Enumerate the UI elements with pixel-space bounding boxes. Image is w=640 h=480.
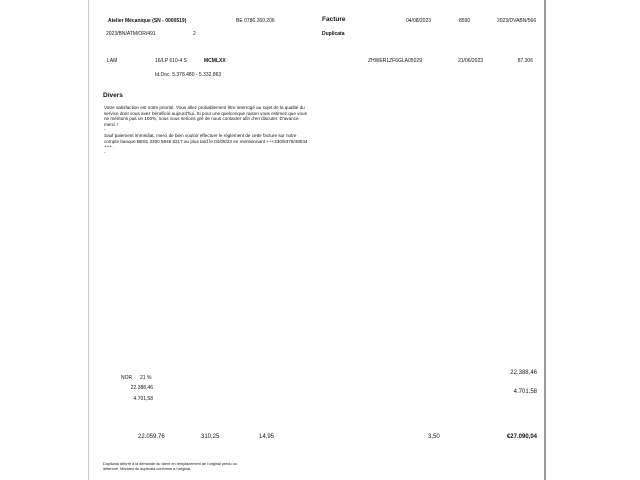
vat-base: 22.388,46 xyxy=(130,385,153,391)
invoice-number: 8590 xyxy=(459,18,471,24)
document-id: Id.Doc. 5.378.480 - 5.332.863 xyxy=(155,72,222,78)
order-count: 2 xyxy=(193,31,196,37)
vat-code: NOR xyxy=(121,375,133,381)
divers-line: Sauf paiement immédiat, merci de bien vouloir effectuer le règlement de cette facture sur notre xyxy=(104,132,297,138)
divers-line: service dont vous avez bénéficié aujourd'hui. Si pour une quelconque raison vous estimez que vous xyxy=(104,110,307,116)
vehicle-mileage: 87.306 xyxy=(517,58,533,64)
summary-column-2: 310,25 xyxy=(201,434,220,440)
divers-line: ne méritons pas un 100%, nous vous serions gré de nous contacter afin d'en discuter. D'avance xyxy=(104,116,299,122)
total-excl-vat: 22.388,46 xyxy=(510,370,537,376)
footer-note-line-1: Duplicata délivré à la demande du client en remplacement de l'original perdu ou xyxy=(103,462,237,466)
divers-line: merci ! xyxy=(104,121,118,127)
invoice-date: 04/08/2023 xyxy=(406,18,432,24)
vat-number: BE 0786.260.206 xyxy=(236,18,275,24)
vat-amount: 4.701,58 xyxy=(133,396,153,402)
vehicle-make: LAM xyxy=(107,58,118,64)
invoice-reference: 2023/DVABN/566 xyxy=(497,18,537,24)
divers-line: compte banque BE81 3300 5846 8217 au plus tard le 04/08/23 en mentionnant +++230/5378/48044 xyxy=(104,138,308,144)
document-subtype: Duplicata xyxy=(322,31,345,37)
divers-text xyxy=(104,105,329,155)
summary-subtotal: 22.059,76 xyxy=(138,434,165,440)
vehicle-code: MCMLXX xyxy=(204,58,226,64)
company-name: Atelier Mécanique (SN - 0000519) xyxy=(108,18,187,24)
vehicle-registration-date: 21/06/2023 xyxy=(458,58,484,64)
footer-note-line-2: détérioré. Montant de duplicata conforme à l'original. xyxy=(103,467,192,471)
divers-line: - xyxy=(104,127,106,133)
invoice-page xyxy=(88,0,546,480)
order-reference: 2023/BN/ATM/OR/491 xyxy=(106,31,156,37)
document-type: Facture xyxy=(322,16,346,23)
vehicle-vin: ZHWER1ZF6GLA05029 xyxy=(368,58,422,64)
total-vat: 4.701,58 xyxy=(513,389,537,395)
divers-line: - xyxy=(104,149,106,155)
summary-column-4: 3,50 xyxy=(428,434,440,440)
grand-total: €27.090,04 xyxy=(506,434,537,440)
summary-column-3: 14,95 xyxy=(259,434,275,440)
vat-rate: 21 % xyxy=(140,375,152,381)
section-heading-divers: Divers xyxy=(103,92,123,99)
divers-line: Votre satisfaction est notre priorité. Vous allez probablement être interrogé au sujet de la qualité du xyxy=(104,105,305,110)
vehicle-model: 16/LP 610-4 S xyxy=(155,58,187,64)
divers-line: +++ . xyxy=(104,144,115,150)
